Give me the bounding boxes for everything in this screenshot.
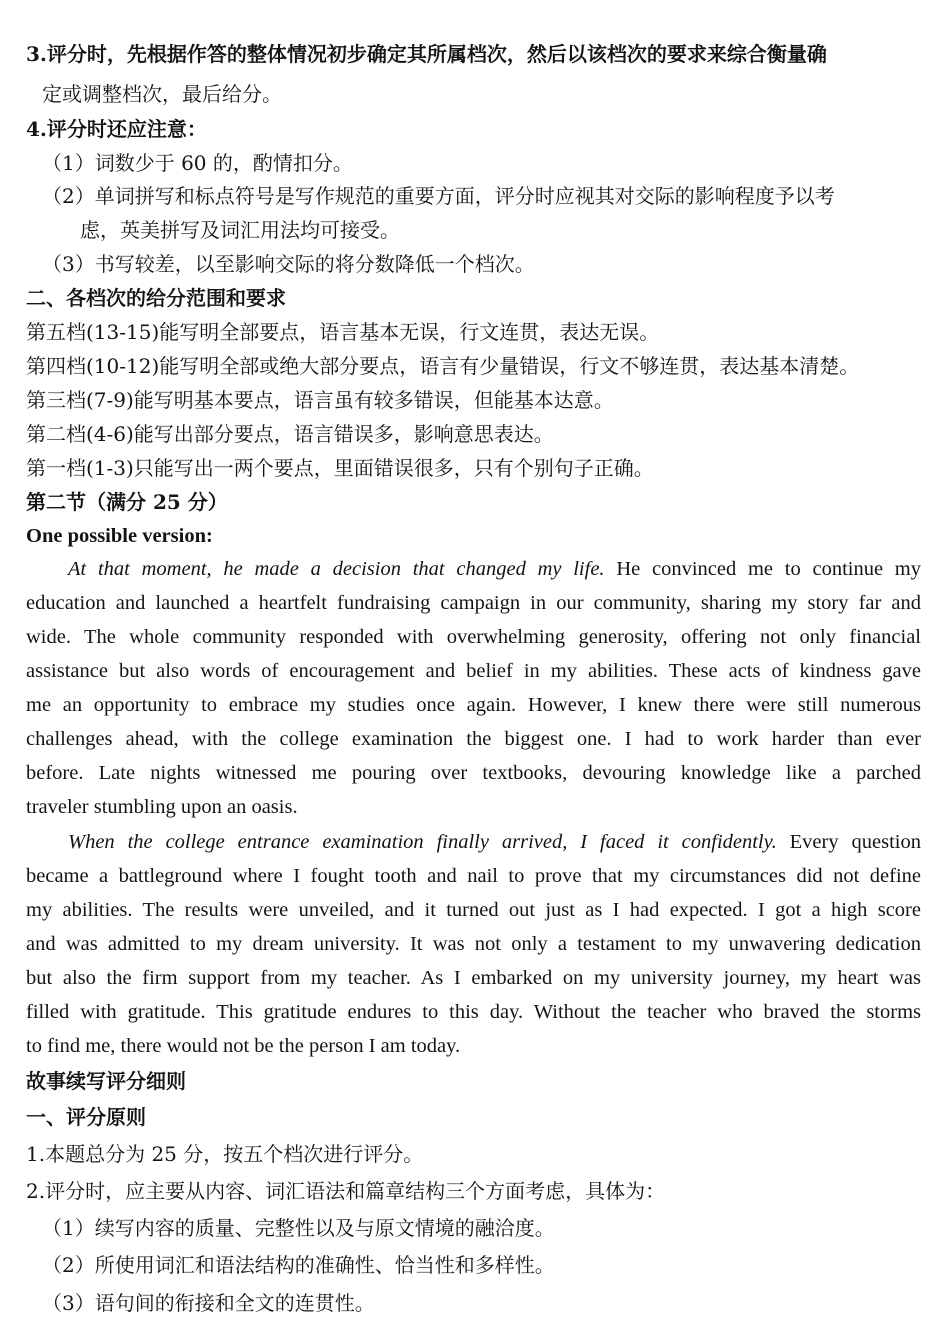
rule-item-3-line-2: 定或调整档次，最后给分。	[42, 82, 282, 106]
essay-p2-line-6: filled with gratitude. This gratitude endures to this day. Without the teacher who braved the storms	[26, 1001, 921, 1023]
essay-p1-lead: At that moment, he made a decision that changed my life.	[68, 558, 605, 580]
essay-p2-line-7: to find me, there would not be the person I am today.	[26, 1035, 461, 1057]
note-2-line-2: 虑，英美拼写及词汇用法均可接受。	[80, 218, 400, 242]
note-1: （1）词数少于 60 的，酌情扣分。	[42, 151, 353, 175]
section-2-title: 第二节（满分 25 分）	[26, 490, 228, 514]
essay-p1-line-1-rest: He convinced me to continue my	[604, 558, 921, 580]
principle-item-1: 1.本题总分为 25 分，按五个档次进行评分。	[26, 1142, 424, 1166]
essay-p1-line-6: challenges ahead, with the college examination the biggest one. I had to work harder than ever	[26, 728, 921, 750]
essay-p1-line-3: wide. The whole community responded with overwhelming generosity, offering not only financial	[26, 626, 921, 648]
essay-p1-line-4: assistance but also words of encouragement and belief in my abilities. These acts of kindness gave	[26, 660, 921, 682]
essay-p2-line-1-rest: Every question	[776, 831, 921, 853]
rule-item-3-line-1: 3.评分时，先根据作答的整体情况初步确定其所属档次，然后以该档次的要求来综合衡量确	[26, 42, 827, 66]
essay-p2-lead: When the college entrance examination finally arrived, I faced it confidently.	[68, 831, 777, 853]
continuation-title: 故事续写评分细则	[26, 1069, 186, 1093]
note-2-line-1: （2）单词拼写和标点符号是写作规范的重要方面，评分时应视其对交际的影响程度予以考	[42, 184, 835, 208]
level-1: 第一档(1-3)只能写出一两个要点，里面错误很多，只有个别句子正确。	[26, 456, 654, 480]
rule-item-4-title: 4.评分时还应注意：	[26, 117, 207, 141]
essay-p1-line-7: before. Late nights witnessed me pouring over textbooks, devouring knowledge like a parched	[26, 762, 921, 784]
essay-p1-line-8: traveler stumbling upon an oasis.	[26, 796, 298, 818]
principle-sub-3: （3）语句间的衔接和全文的连贯性。	[42, 1291, 375, 1315]
level-4: 第四档(10-12)能写明全部或绝大部分要点，语言有少量错误，行文不够连贯，表达基本清楚。	[26, 354, 860, 378]
levels-title: 二、各档次的给分范围和要求	[26, 286, 286, 310]
essay-p2-line-4: and was admitted to my dream university. It was not only a testament to my unwavering dedication	[26, 933, 921, 955]
version-label: One possible version:	[26, 525, 213, 547]
essay-p2-line-3: my abilities. The results were unveiled, and it turned out just as I had expected. I got a high score	[26, 899, 921, 921]
note-3: （3）书写较差，以至影响交际的将分数降低一个档次。	[42, 252, 535, 276]
essay-p1-line-2: education and launched a heartfelt fundraising campaign in our community, sharing my story far and	[26, 592, 921, 614]
essay-p2-line-5: but also the firm support from my teacher. As I embarked on my university journey, my heart was	[26, 967, 921, 989]
level-5: 第五档(13-15)能写明全部要点，语言基本无误，行文连贯，表达无误。	[26, 320, 660, 344]
essay-p1-line-5: me an opportunity to embrace my studies once again. However, I knew there were still numerous	[26, 694, 921, 716]
essay-p2-line-2: became a battleground where I fought tooth and nail to prove that my circumstances did not define	[26, 865, 921, 887]
principle-sub-1: （1）续写内容的质量、完整性以及与原文情境的融洽度。	[42, 1216, 555, 1240]
essay-p2-line-1	[26, 826, 921, 858]
principles-title: 一、评分原则	[26, 1105, 146, 1129]
level-2: 第二档(4-6)能写出部分要点，语言错误多，影响意思表达。	[26, 422, 554, 446]
essay-p1-line-1	[26, 553, 921, 585]
principle-sub-2: （2）所使用词汇和语法结构的准确性、恰当性和多样性。	[42, 1253, 555, 1277]
level-3: 第三档(7-9)能写明基本要点，语言虽有较多错误，但能基本达意。	[26, 388, 614, 412]
principle-item-2: 2.评分时，应主要从内容、词汇语法和篇章结构三个方面考虑，具体为：	[26, 1179, 666, 1203]
